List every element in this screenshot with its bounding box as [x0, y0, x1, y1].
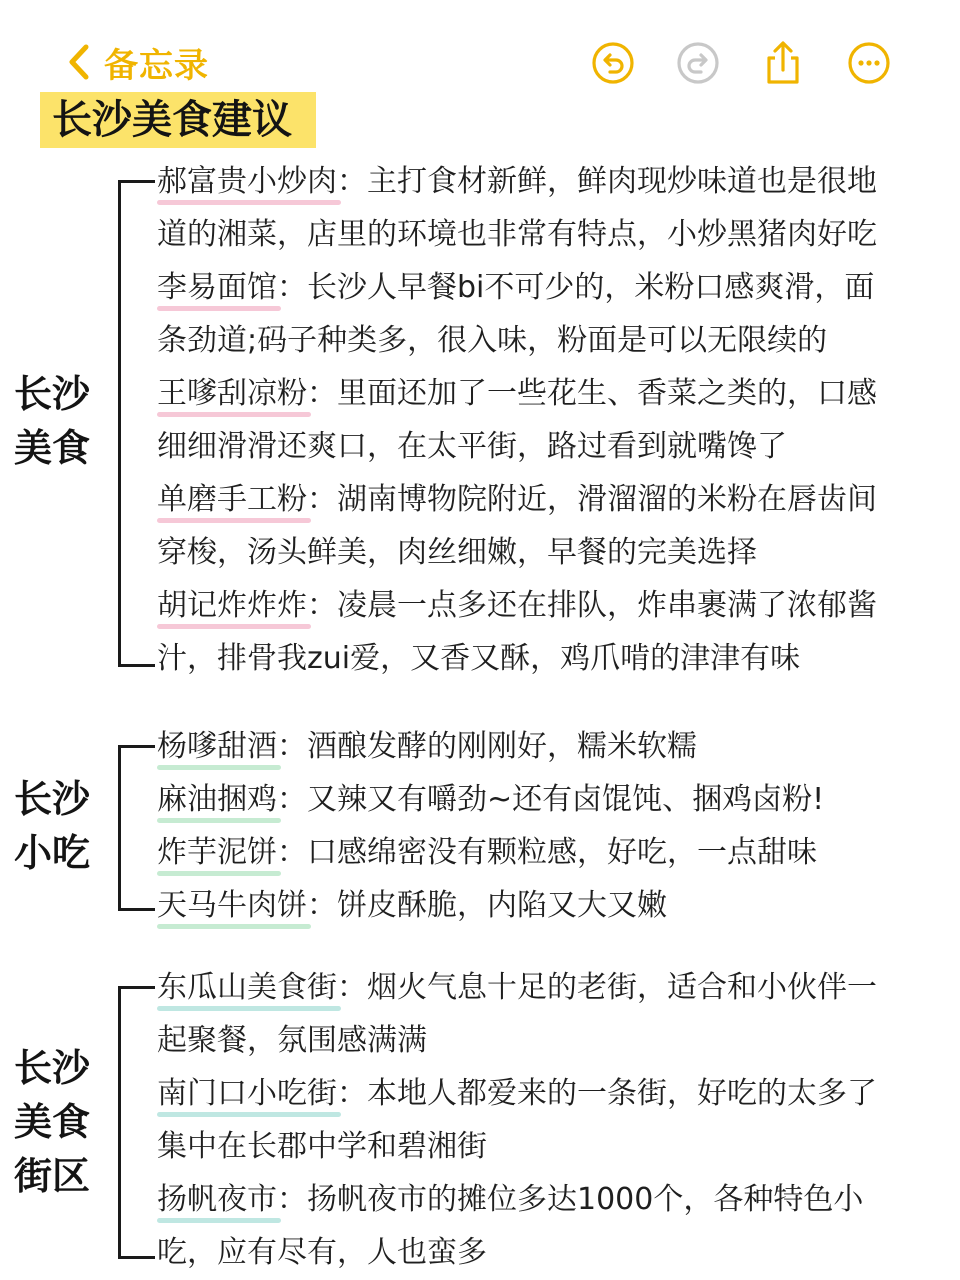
section-bracket [118, 180, 155, 667]
category-label [14, 367, 100, 475]
place-description: ：饼皮酥脆，内陷又大又嫩 [307, 888, 667, 923]
place-name: 胡记炸炸炸 [157, 579, 307, 632]
list-item [157, 155, 957, 208]
place-description: 吃，应有尽有，人也蛮多 [157, 1235, 487, 1270]
place-name: 李易面馆 [157, 261, 277, 314]
place-name: 单磨手工粉 [157, 473, 307, 526]
section-lines [157, 720, 957, 932]
share-icon [760, 40, 806, 86]
list-item [157, 961, 957, 1014]
category-label [14, 772, 100, 880]
section-bracket [118, 986, 155, 1259]
place-name: 王嗲刮凉粉 [157, 367, 307, 420]
section-lines [157, 155, 957, 685]
place-description: ：里面还加了一些花生、香菜之类的，口感 [307, 376, 877, 411]
category-label [14, 1041, 100, 1203]
place-description: 道的湘菜，店里的环境也非常有特点，小炒黑猪肉好吃 [157, 217, 877, 252]
list-item [157, 1014, 957, 1067]
list-item [157, 473, 957, 526]
section-food-streets [0, 961, 960, 1280]
list-item [157, 367, 957, 420]
place-name: 扬帆夜市 [157, 1173, 277, 1226]
place-description: ：扬帆夜市的摊位多达1000个，各种特色小 [277, 1182, 864, 1217]
place-description: 起聚餐，氛围感满满 [157, 1023, 427, 1058]
section-food [0, 155, 960, 685]
list-item [157, 261, 957, 314]
back-button[interactable] [64, 38, 209, 86]
list-item [157, 208, 957, 261]
more-icon [846, 40, 892, 86]
place-name: 南门口小吃街 [157, 1067, 337, 1120]
category-label-line: 长沙 [14, 1046, 91, 1090]
list-item [157, 826, 957, 879]
list-item [157, 1067, 957, 1120]
back-chevron-icon [64, 41, 94, 83]
more-button[interactable] [846, 40, 892, 86]
list-item [157, 314, 957, 367]
note-title: 长沙美食建议 [52, 97, 292, 143]
place-description: 穿梭，汤头鲜美，肉丝细嫩，早餐的完美选择 [157, 535, 757, 570]
place-description: ：本地人都爱来的一条街，好吃的太多了 [337, 1076, 877, 1111]
place-description: ：烟火气息十足的老街，适合和小伙伴一 [337, 970, 877, 1005]
back-label: 备忘录 [104, 45, 209, 86]
list-item [157, 1120, 957, 1173]
list-item [157, 1226, 957, 1279]
section-lines [157, 961, 957, 1279]
place-description: ：口感绵密没有颗粒感，好吃，一点甜味 [277, 835, 817, 870]
place-description: ：又辣又有嚼劲~还有卤馄饨、捆鸡卤粉! [277, 782, 825, 817]
place-name: 郝富贵小炒肉 [157, 155, 337, 208]
category-label-line: 街区 [14, 1154, 91, 1198]
category-label-line: 美食 [14, 1100, 91, 1144]
undo-icon [590, 40, 636, 86]
place-description: 汁，排骨我zui爱，又香又酥，鸡爪啃的津津有味 [157, 641, 801, 676]
place-name: 麻油捆鸡 [157, 773, 277, 826]
list-item [157, 632, 957, 685]
place-description: 条劲道;码子种类多，很入味，粉面是可以无限续的 [157, 323, 828, 358]
section-snacks [0, 720, 960, 935]
list-item [157, 420, 957, 473]
place-description: ：湖南博物院附近，滑溜溜的米粉在唇齿间 [307, 482, 877, 517]
undo-button[interactable] [590, 40, 636, 86]
list-item [157, 526, 957, 579]
place-description: ：主打食材新鲜，鲜肉现炒味道也是很地 [337, 164, 877, 199]
place-name: 杨嗲甜酒 [157, 720, 277, 773]
section-bracket [118, 745, 155, 911]
place-description: 细细滑滑还爽口，在太平街，路过看到就嘴馋了 [157, 429, 787, 464]
redo-button[interactable] [675, 40, 721, 86]
list-item [157, 579, 957, 632]
share-button[interactable] [760, 40, 806, 86]
category-label-line: 长沙 [14, 777, 91, 821]
list-item [157, 879, 957, 932]
place-description: 集中在长郡中学和碧湘街 [157, 1129, 487, 1164]
place-name: 东瓜山美食街 [157, 961, 337, 1014]
list-item [157, 720, 957, 773]
list-item [157, 1173, 957, 1226]
category-label-line: 小吃 [14, 831, 91, 875]
category-label-line: 长沙 [14, 372, 91, 416]
redo-icon [675, 40, 721, 86]
place-description: ：凌晨一点多还在排队，炸串裹满了浓郁酱 [307, 588, 877, 623]
place-description: ：长沙人早餐bi不可少的，米粉口感爽滑，面 [277, 270, 875, 305]
place-name: 天马牛肉饼 [157, 879, 307, 932]
place-name: 炸芋泥饼 [157, 826, 277, 879]
place-description: ：酒酿发酵的刚刚好，糯米软糯 [277, 729, 697, 764]
list-item [157, 773, 957, 826]
category-label-line: 美食 [14, 426, 91, 470]
